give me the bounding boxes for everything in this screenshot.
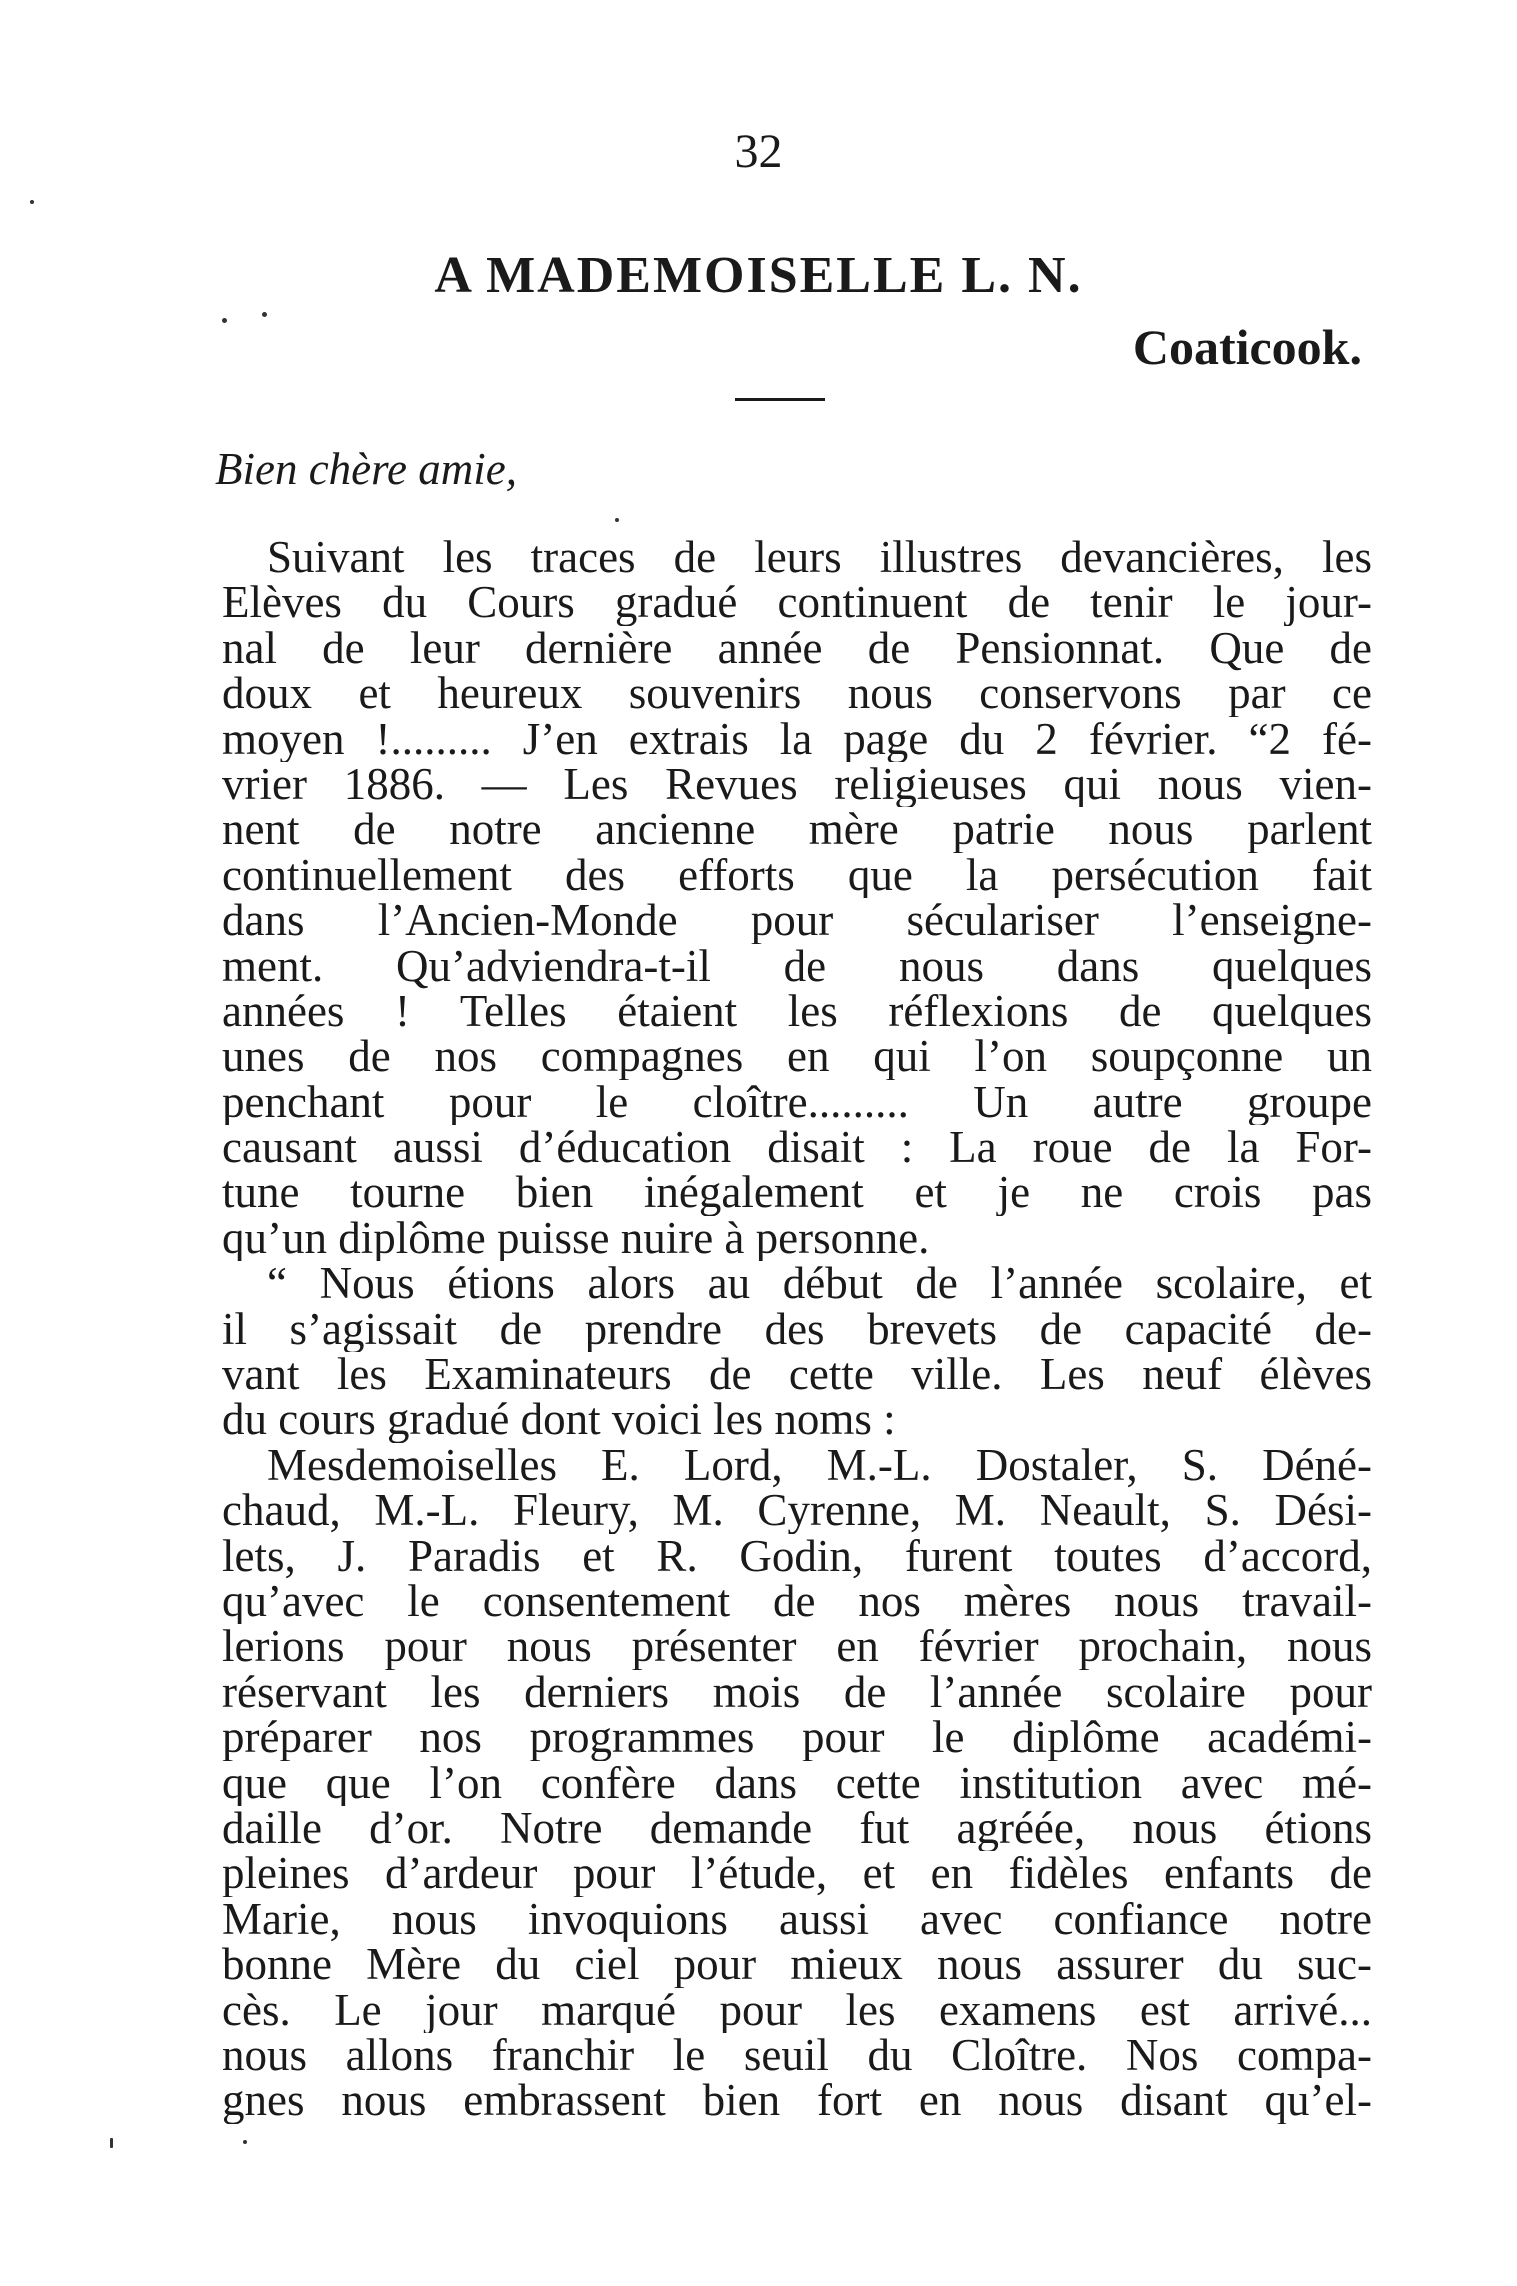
body-line: que que l’on confère dans cette institution avec mé- [222,1760,1372,1806]
body-line: nal de leur dernière année de Pensionnat. Que de [222,625,1372,672]
body-line: ment. Qu’adviendra-t-il de nous dans quelques [222,943,1372,989]
heading-rule [735,398,825,401]
salutation: Bien chère amie, [215,444,517,494]
body-line: vant les Examinateurs de cette ville. Les neuf élèves [222,1352,1372,1398]
body-line: du cours gradué dont voici les noms : [222,1397,896,1443]
body-line: réservant les derniers mois de l’année scolaire pour [222,1669,1372,1716]
body-line: qu’un diplôme puisse nuire à personne. [222,1215,930,1262]
body-line: Suivant les traces de leurs illustres devancières, les [267,535,1372,581]
body-line: Elèves du Cours gradué continuent de tenir le jour- [222,580,1372,626]
body-line: lets, J. Paradis et R. Godin, furent toutes d’accord, [222,1533,1372,1579]
body-line: gnes nous embrassent bien fort en nous disant qu’el- [222,2078,1372,2124]
body-line: “ Nous étions alors au début de l’année scolaire, et [267,1261,1372,1307]
body-line: lerions pour nous présenter en février prochain, nous [222,1624,1372,1670]
body-line: penchant pour le cloître......... Un autre groupe [222,1079,1372,1126]
letter-body [222,535,1372,2124]
body-line: Marie, nous invoquions aussi avec confiance notre [222,1896,1372,1943]
body-line: dans l’Ancien-Monde pour séculariser l’enseigne- [222,898,1372,944]
body-line: pleines d’ardeur pour l’étude, et en fidèles enfants de [222,1851,1372,1897]
body-line: moyen !......... J’en extrais la page du 2 février. “2 fé- [222,716,1372,762]
body-line: continuellement des efforts que la persécution fait [222,852,1372,899]
body-line: tune tourne bien inégalement et je ne crois pas [222,1170,1372,1216]
body-line: Mesdemoiselles E. Lord, M.-L. Dostaler, S. Déné- [267,1442,1372,1489]
body-line: il s’agissait de prendre des brevets de capacité de- [222,1306,1372,1353]
body-line: daille d’or. Notre demande fut agréée, nous étions [222,1805,1372,1852]
body-line: bonne Mère du ciel pour mieux nous assurer du suc- [222,1942,1372,1988]
body-line: qu’avec le consentement de nos mères nous travail- [222,1578,1372,1625]
body-line: nous allons franchir le seuil du Cloître. Nos compa- [222,2032,1372,2079]
body-line: unes de nos compagnes en qui l’on soupçonne un [222,1034,1372,1080]
page-number: 32 [734,125,783,178]
body-line: chaud, M.-L. Fleury, M. Cyrenne, M. Neault, S. Dési- [222,1488,1372,1534]
body-line: années ! Telles étaient les réflexions de quelques [222,988,1372,1035]
body-line: cès. Le jour marqué pour les examens est arrivé... [222,1987,1372,2033]
body-line: nent de notre ancienne mère patrie nous parlent [222,807,1372,853]
letter-place: Coaticook. [1132,319,1362,375]
body-line: préparer nos programmes pour le diplôme académi- [222,1715,1372,1761]
body-line: doux et heureux souvenirs nous conservons par ce [222,671,1372,717]
body-line: vrier 1886. — Les Revues religieuses qui nous vien- [222,761,1372,808]
letter-heading: A MADEMOISELLE L. N. [434,247,1083,304]
body-line: causant aussi d’éducation disait : La roue de la For- [222,1125,1372,1171]
